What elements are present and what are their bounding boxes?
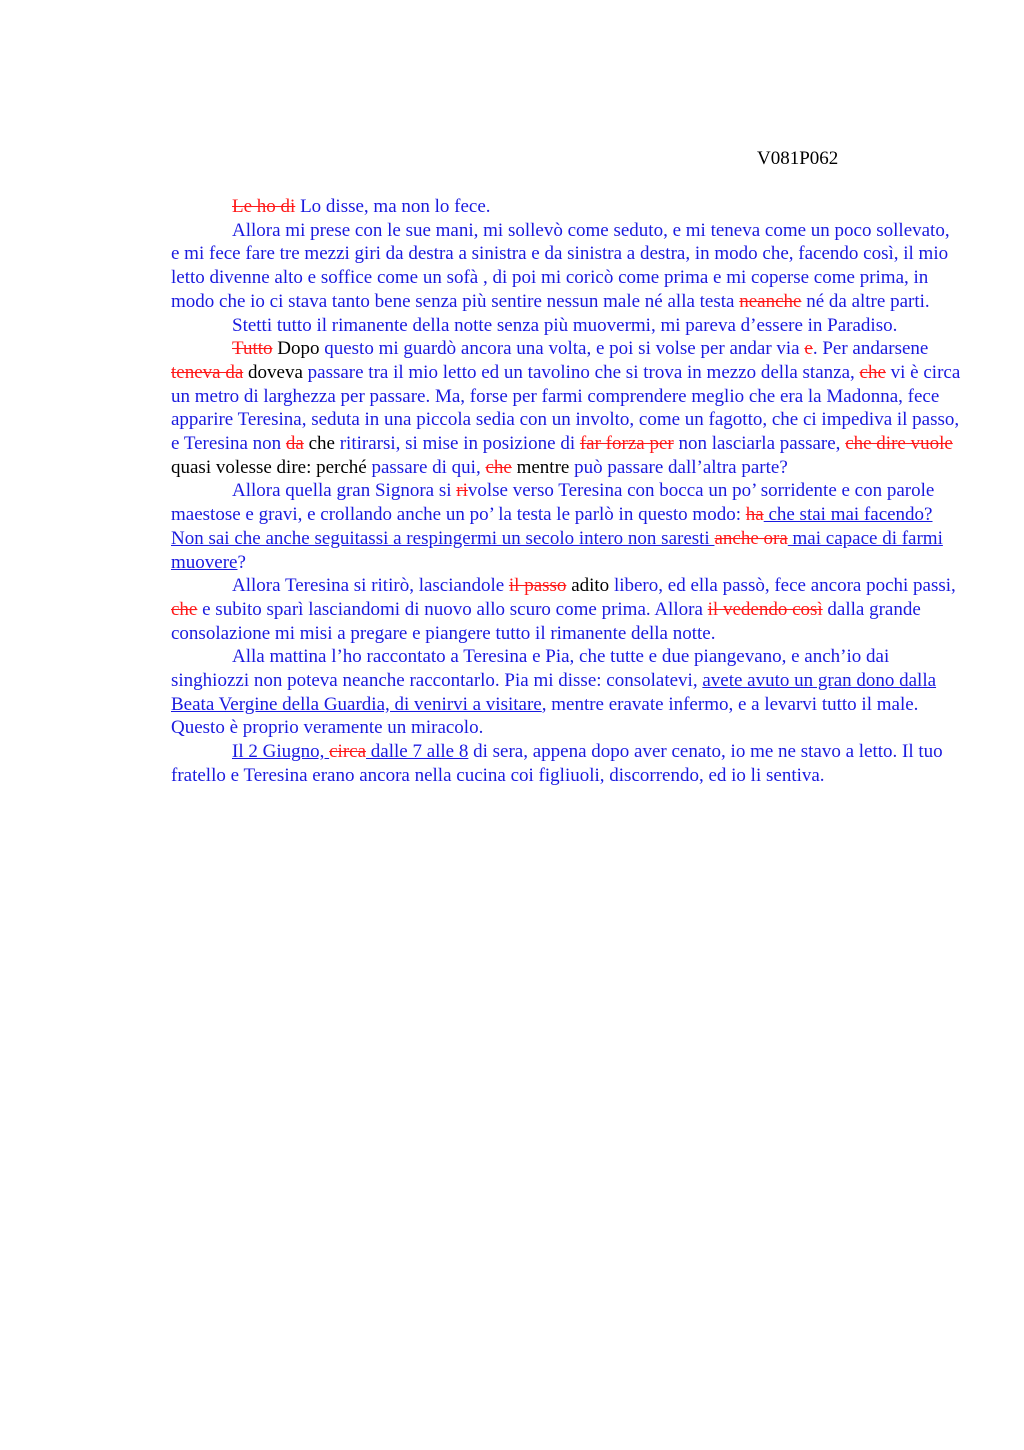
- text-run: e subito sparì lasciandomi di nuovo allo scuro come prima. Allora: [197, 598, 708, 620]
- deleted-text: il vedendo così: [707, 598, 823, 620]
- deleted-text: Le ho di: [232, 196, 296, 217]
- text-run: Stetti tutto il rimanente della notte senza più muovermi, mi pareva d’essere in Paradiso.: [232, 314, 898, 336]
- text-run: questo mi guardò ancora una volta, e poi si volse per andar via: [319, 338, 805, 360]
- paragraph: [171, 574, 961, 645]
- deleted-text: che dire vuole: [845, 433, 953, 455]
- inserted-text: che stai mai facendo? Non sai che anche seguitassi a respingermi un secolo intero non saresti: [171, 504, 933, 549]
- paragraph: [171, 479, 961, 574]
- text-run: Allora Teresina si ritirò, lasciandole: [232, 575, 509, 597]
- inserted-text: avete avuto un gran dono dalla Beata Vergine della Guardia, di venirvi a visitare: [171, 670, 937, 715]
- deleted-text: neanche: [739, 290, 802, 312]
- deleted-text: anche ora: [714, 527, 788, 549]
- deleted-text: teneva da: [171, 361, 244, 383]
- deleted-text: che: [485, 456, 512, 478]
- deleted-text: circa: [329, 741, 367, 763]
- text-run: non lasciarla passare,: [673, 433, 846, 455]
- deleted-text: ha: [745, 504, 764, 526]
- text-run: , mentre eravate infermo, e a levarvi tutto il male. Questo è proprio veramente un miracolo.: [171, 693, 919, 739]
- deleted-text: il passo: [508, 575, 567, 597]
- page-identifier: V081P062: [757, 148, 839, 169]
- text-run: dalla grande consolazione mi misi a pregare e piangere tutto il rimanente della notte.: [171, 598, 921, 644]
- text-run: . Per andarsene: [812, 338, 929, 360]
- deleted-text: che: [859, 361, 886, 383]
- text-run: ridente e con parole maestose e gravi, e crollando anche un po’ la testa le parlò in questo modo:: [171, 480, 935, 526]
- paragraph: [171, 740, 961, 787]
- added-text: che: [303, 433, 335, 455]
- inserted-text: Il 2 Giugno,: [232, 741, 330, 763]
- paragraph: [171, 219, 961, 314]
- inserted-text: dalle 7 alle 8: [366, 741, 469, 763]
- added-text: mentre: [511, 456, 570, 478]
- text-run: ritirarsi, si mise in posizione di: [334, 433, 580, 455]
- added-text: Dopo: [272, 338, 320, 360]
- added-text: adito: [566, 575, 610, 597]
- text-run: Alla mattina l’ho raccontato a Teresina e Pia, che tutte e due piangevano, e anch’io dai singhiozzi non poteva neanche raccontarlo. Pia mi disse: consolatevi,: [171, 646, 890, 692]
- deleted-text: e: [804, 338, 813, 360]
- text-run: volse verso Teresina con bocca un po’ sor: [467, 480, 784, 502]
- added-text: doveva: [243, 361, 303, 383]
- text-run: Lo disse, ma non lo fece.: [295, 196, 491, 217]
- inserted-text: mai capace di farmi muovere: [171, 527, 943, 573]
- deleted-text: da: [285, 433, 304, 455]
- text-run: né da altre parti.: [801, 290, 930, 312]
- text-run: di sera, appena dopo aver cenato, io me ne stavo a letto. Il tuo fratello e Teresina erano ancora nella cucina coi figliuoli, discorrendo, ed io li sentiva.: [171, 741, 943, 786]
- deleted-text: Tutto: [232, 338, 273, 360]
- deleted-text: che: [171, 598, 198, 620]
- text-run: ?: [237, 551, 246, 573]
- paragraph: [171, 314, 961, 338]
- text-run: libero, ed ella passò, fece ancora pochi passi,: [609, 575, 956, 597]
- text-run: può passare dall’altra parte?: [569, 456, 788, 478]
- paragraph: [171, 337, 961, 479]
- text-run: vi è circa un metro di larghezza per passare. Ma, forse per farmi comprendere meglio che era la Madonna, fece apparire Teresina, seduta in una piccola sedia con un involto, come un fagotto, che ci impediva il passo, e Teresina non: [171, 361, 961, 455]
- paragraph: [171, 645, 961, 740]
- paragraph: [171, 195, 961, 219]
- added-text: quasi volesse dire: perché: [171, 456, 367, 478]
- text-run: passare di qui,: [366, 456, 486, 478]
- deleted-text: far forza per: [579, 433, 674, 455]
- document-body: [171, 195, 961, 788]
- text-run: Allora quella gran Signora si: [232, 480, 457, 502]
- deleted-text: ri: [456, 480, 468, 502]
- text-run: Allora mi prese con le sue mani, mi sollevò come seduto, e mi teneva come un poco sollevato, e mi fece fare tre mezzi giri da destra a sinistra e da sinistra a destra, in modo che, facendo così, il mio letto divenne alto e soffice come un sofà , di poi mi coricò come prima e mi coperse come prima, in modo che io ci stava tanto bene senza più sentire nessun male né alla testa: [171, 219, 950, 312]
- text-run: passare tra il mio letto ed un tavolino che si trova in mezzo della stanza,: [302, 361, 860, 383]
